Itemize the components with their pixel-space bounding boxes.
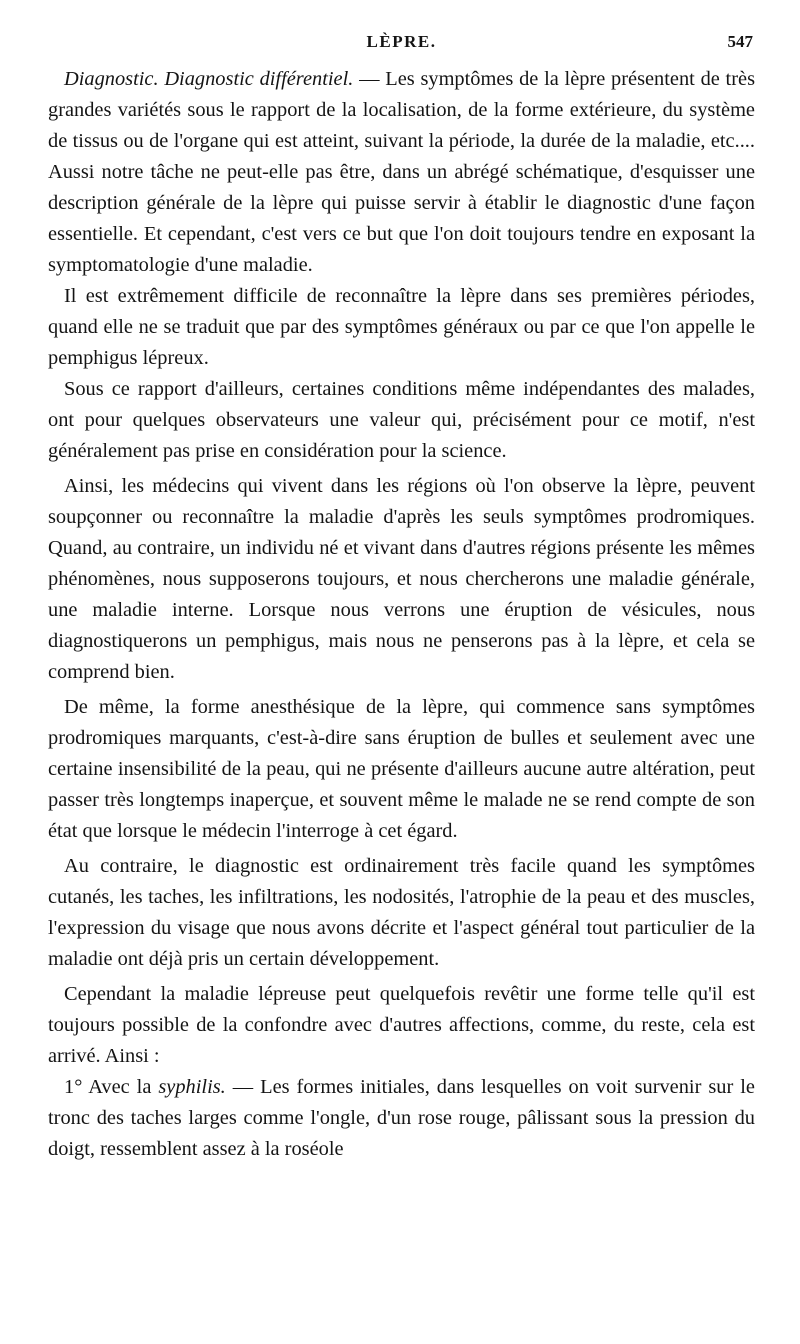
paragraph-text: — Les formes initiales, dans lesquelles on voit survenir sur le tronc des taches larges comme l'ongle, d'un rose rouge, pâlissant sous la pression du doigt, ressemblent assez à la roséole xyxy=(48,1076,755,1160)
paragraph-easy-diagnosis: Au contraire, le diagnostic est ordinairement très facile quand les symptômes cutanés, les taches, les infiltrations, les nodosités, l'atrophie de la peau et des muscles, l'expression du visage que nous avons décrite et l'aspect général tout particulier de la maladie ont déjà pris un certain développement. xyxy=(48,855,755,970)
paragraph-early-periods: Il est extrêmement difficile de reconnaître la lèpre dans ses premières périodes, quand elle ne se traduit que par des symptômes généraux ou par ce que l'on appelle le pemphigus lépreux. xyxy=(48,285,755,369)
running-header xyxy=(48,30,755,60)
paragraph-confusion: Cependant la maladie lépreuse peut quelquefois revêtir une forme telle qu'il est toujours possible de la confondre avec d'autres affections, comme, du reste, cela est arrivé. Ainsi : xyxy=(48,983,755,1067)
running-title: LÈPRE. xyxy=(366,32,437,51)
page-number: 547 xyxy=(727,32,753,51)
disease-term: syphilis. xyxy=(158,1076,226,1098)
paragraph-diagnostic xyxy=(48,64,755,281)
list-number: 1° Avec la xyxy=(64,1076,159,1098)
paragraph-syphilis xyxy=(48,1072,755,1165)
body-text xyxy=(48,64,755,1165)
paragraph-conditions: Sous ce rapport d'ailleurs, certaines conditions même indépendantes des malades, ont pour quelques observateurs une valeur qui, précisément pour ce motif, n'est généralement pas prise en considération pour la science. xyxy=(48,378,755,462)
paragraph-anesthetic-form: De même, la forme anesthésique de la lèpre, qui commence sans symptômes prodromiques marquants, c'est-à-dire sans éruption de bulles et seulement avec une certaine insensibilité de la peau, qui ne présente d'ailleurs aucune autre altération, peut passer très longtemps inaperçue, et souvent même le malade ne se rend compte de son état que lorsque le médecin l'interroge à cet égard. xyxy=(48,696,755,842)
section-heading: Diagnostic. Diagnostic différentiel. xyxy=(64,68,354,90)
paragraph-text: — Les symptômes de la lèpre présentent de très grandes variétés sous le rapport de la localisation, de la forme extérieure, du système de tissus ou de l'organe qui est atteint, suivant la période, la durée de la maladie, etc.... Aussi notre tâche ne peut-elle pas être, dans un abrégé schématique, d'esquisser une description générale de la lèpre qui puisse servir à établir le diagnostic d'une façon essentielle. Et cependant, c'est vers ce but que l'on doit toujours tendre en exposant la symptomatologie d'une maladie. xyxy=(48,68,755,276)
paragraph-physicians: Ainsi, les médecins qui vivent dans les régions où l'on observe la lèpre, peuvent soupçonner ou reconnaître la maladie d'après les seuls symptômes prodromiques. Quand, au contraire, un individu né et vivant dans d'autres régions présente les mêmes phénomènes, nous supposerons toujours, et nous chercherons une maladie générale, une maladie interne. Lorsque nous verrons une éruption de vésicules, nous diagnostiquerons un pemphigus, mais nous ne penserons pas à la lèpre, et cela se comprend bien. xyxy=(48,475,755,683)
